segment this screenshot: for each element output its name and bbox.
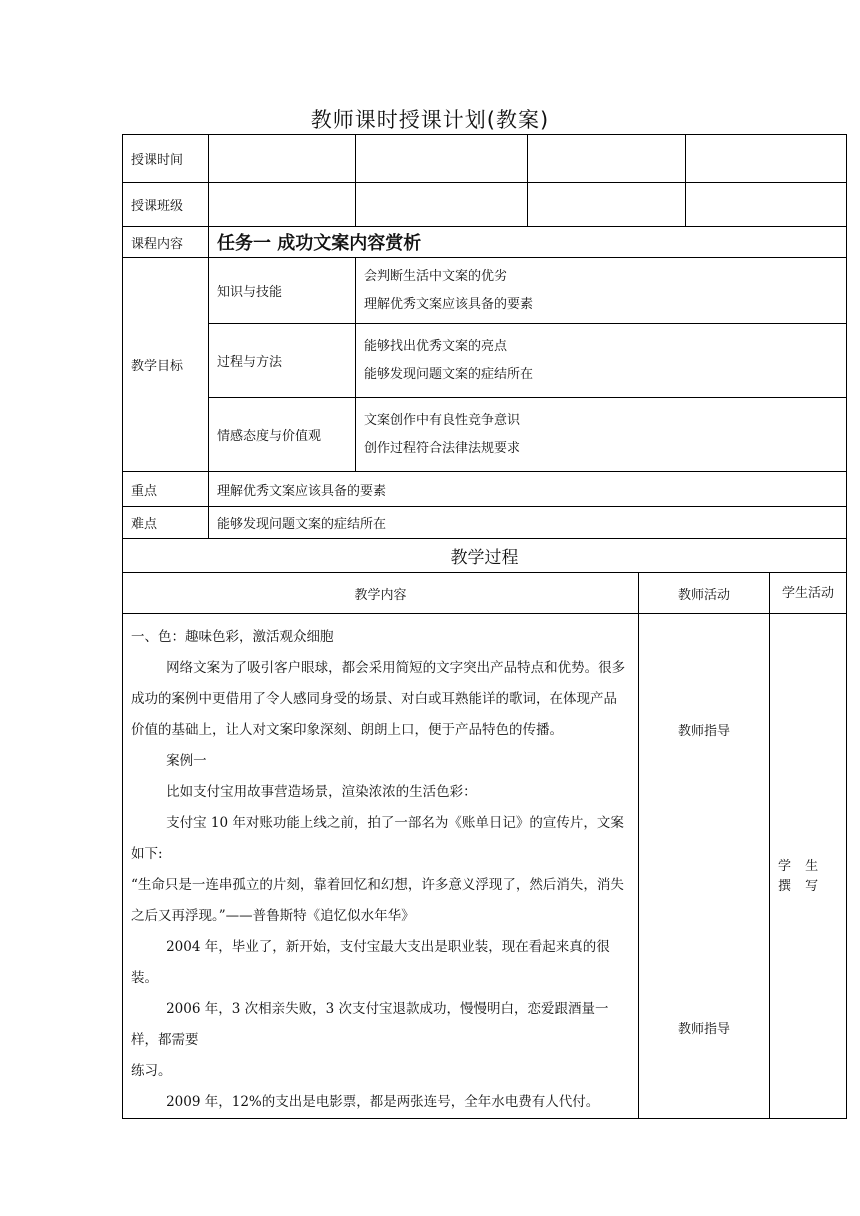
content-label: 课程内容 [123, 227, 209, 258]
goals-label: 教学目标 [123, 258, 209, 472]
student-activity-cell [770, 614, 847, 1119]
key-point-value: 理解优秀文案应该具备的要素 [209, 472, 847, 507]
student-activity: 学 生 撰 写 [778, 859, 824, 894]
goal-line: 创作过程符合法律法规要求 [364, 440, 521, 456]
teacher-activity-2: 教师指导 [677, 1022, 730, 1037]
time-label: 授课时间 [123, 135, 209, 183]
goal-line: 能够找出优秀文案的亮点 [364, 338, 508, 354]
content-paragraph: 比如支付宝用故事营造场景，渲染浓浓的生活色彩： [166, 784, 477, 800]
content-paragraph: 2006 年，3 次相亲失败，3 次支付宝退款成功，慢慢明白，恋爱跟酒量一样，都需要 [131, 1001, 609, 1048]
time-row [123, 135, 847, 183]
content-paragraph: 网络文案为了吸引客户眼球，都会采用简短的文字突出产品特点和优势。很多成功的案例中更借用了令人感同身受的场景、对白或耳熟能详的歌词，在体现产品价值的基础上，让人对文案印象深刻、朗朗上口，便于产品特色的传播。 [131, 660, 626, 738]
class-cell-1 [209, 183, 356, 227]
col-student-header: 学生活动 [770, 573, 847, 614]
section-title: 教学过程 [123, 539, 847, 573]
goal-line: 文案创作中有良性竞争意识 [364, 412, 521, 428]
goal-row-2 [123, 324, 847, 398]
page-title: 教师课时授课计划(教案) [310, 108, 550, 132]
class-cell-3 [528, 183, 686, 227]
content-paragraph: 2004 年，毕业了，新开始，支付宝最大支出是职业装，现在看起来真的很装。 [131, 939, 610, 986]
teacher-activity-1: 教师指导 [677, 724, 730, 739]
difficulty-value: 能够发现问题文案的症结所在 [209, 507, 847, 539]
goal-row-1 [123, 258, 847, 324]
col-teacher-header: 教师活动 [639, 573, 770, 614]
goal-detail-1 [356, 258, 847, 324]
difficulty-label: 难点 [123, 507, 209, 539]
key-point-label: 重点 [123, 472, 209, 507]
process-body-row [123, 614, 847, 1119]
col-content-header: 教学内容 [123, 573, 639, 614]
teaching-process-table [122, 572, 847, 1119]
process-header-row [123, 573, 847, 614]
goal-detail-2 [356, 324, 847, 398]
goal-name-1: 知识与技能 [209, 258, 356, 324]
goal-line: 会判断生活中文案的优劣 [364, 268, 508, 284]
class-cell-4 [686, 183, 847, 227]
content-heading: 一、色：趣味色彩，激活观众细胞 [131, 629, 334, 645]
content-quote: “生命只是一连串孤立的片刻，靠着回忆和幻想，许多意义浮现了，然后消失，消失之后又再浮现。”——普鲁斯特《追忆似水年华》 [131, 877, 624, 924]
time-cell-1 [209, 135, 356, 183]
content-paragraph: 2009 年，12%的支出是电影票，都是两张连号，全年水电费有人代付。 [166, 1094, 600, 1110]
goal-row-3 [123, 398, 847, 472]
teaching-content [123, 614, 639, 1119]
goal-name-3: 情感态度与价值观 [209, 398, 356, 472]
content-paragraph: 支付宝 10 年对账功能上线之前，拍了一部名为《账单日记》的宣传片，文案如下: [131, 815, 624, 862]
lesson-info-table [122, 134, 847, 573]
time-cell-4 [686, 135, 847, 183]
difficulty-row [123, 507, 847, 539]
goal-line: 理解优秀文案应该具备的要素 [364, 296, 534, 312]
class-row [123, 183, 847, 227]
content-paragraph: 案例一 [166, 753, 207, 769]
class-cell-2 [356, 183, 528, 227]
key-point-row [123, 472, 847, 507]
goal-detail-3 [356, 398, 847, 472]
goal-name-2: 过程与方法 [209, 324, 356, 398]
content-value: 任务一 成功文案内容赏析 [209, 227, 847, 258]
goal-line: 能够发现问题文案的症结所在 [364, 366, 534, 382]
class-label: 授课班级 [123, 183, 209, 227]
time-cell-3 [528, 135, 686, 183]
time-cell-2 [356, 135, 528, 183]
section-row [123, 539, 847, 573]
content-paragraph: 练习。 [131, 1063, 172, 1079]
content-row [123, 227, 847, 258]
teacher-activity-cell [639, 614, 770, 1119]
